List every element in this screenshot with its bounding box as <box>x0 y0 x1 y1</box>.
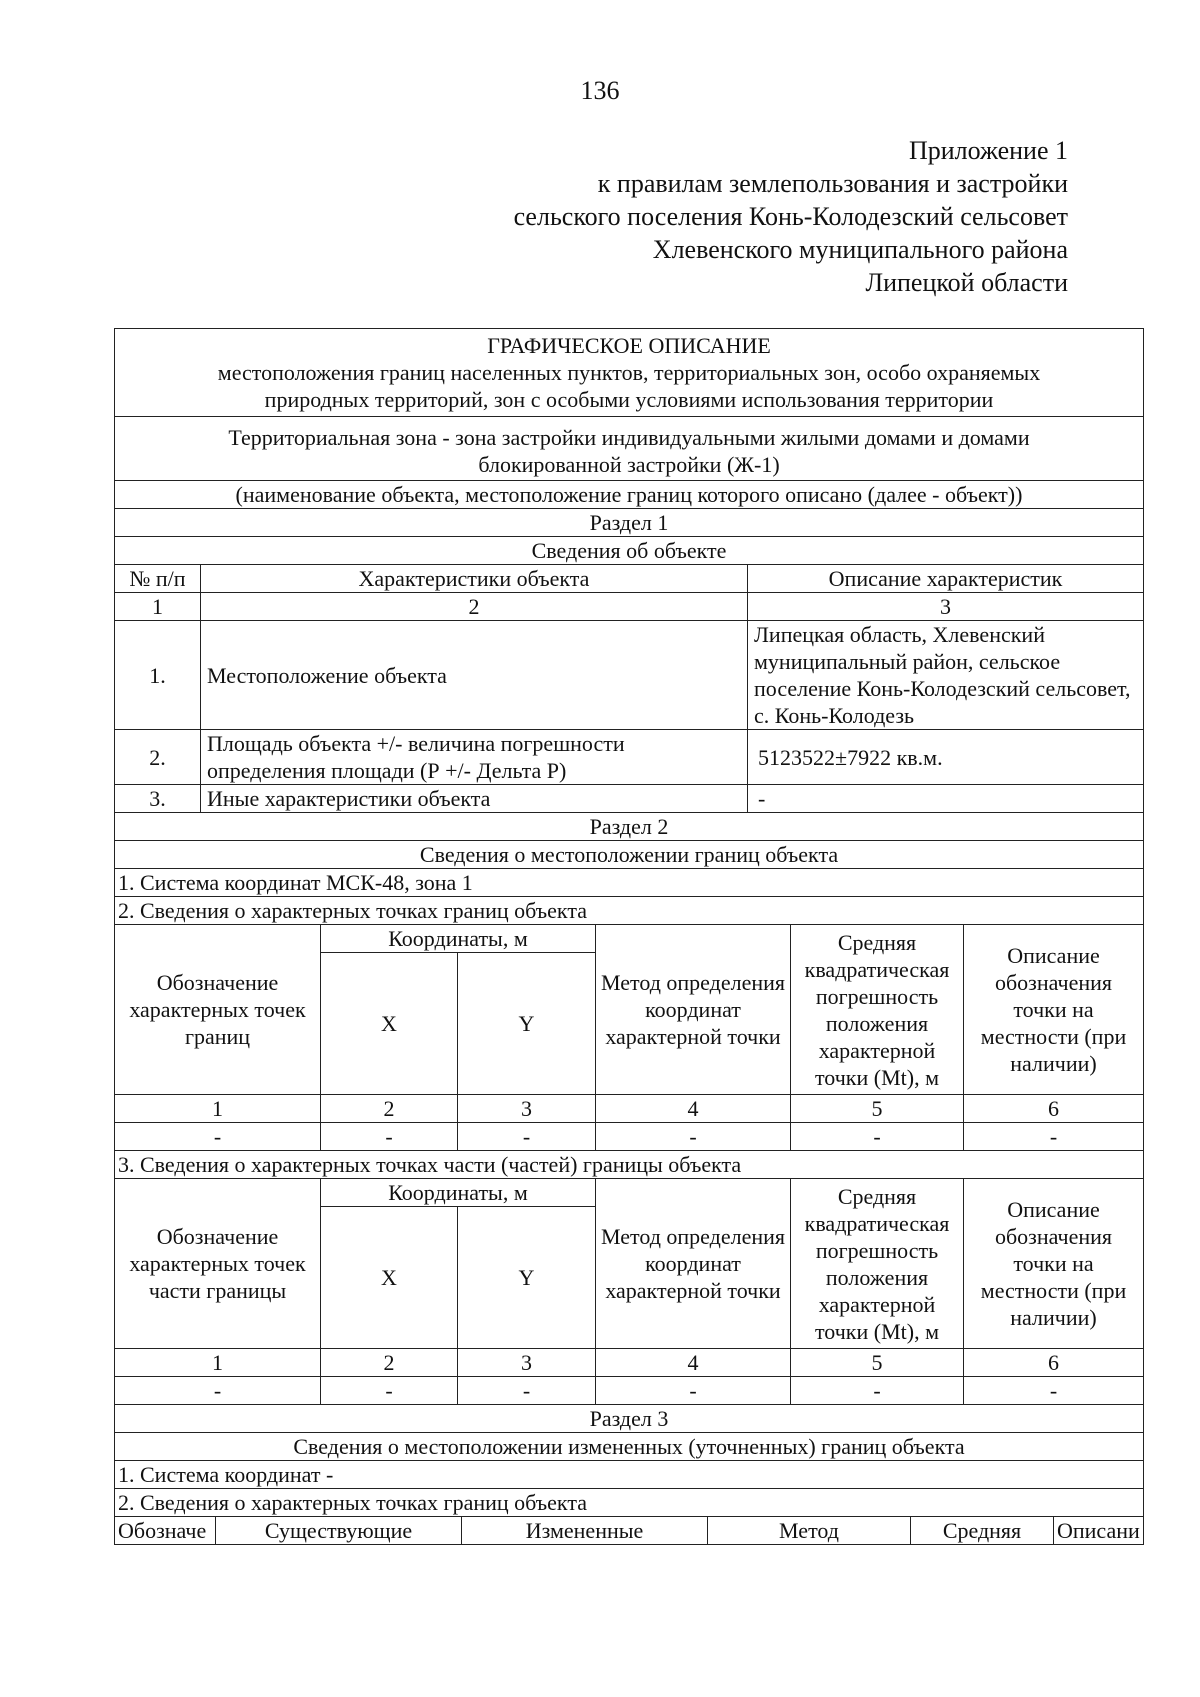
appendix-block <box>514 134 1068 299</box>
col-y-header: Y <box>458 953 596 1095</box>
col-index: 4 <box>596 1349 791 1377</box>
col-x-header: X <box>321 1207 458 1349</box>
col-index: 2 <box>201 593 748 621</box>
row-desc: Липецкая область, Хлевенский муниципальный район, сельское поселение Конь-Колодезский сельсовет, с. Конь-Колодезь <box>748 621 1144 730</box>
document-tables <box>114 328 1144 1545</box>
coord-system: 1. Система координат - <box>115 1461 1144 1489</box>
empty-cell: - <box>321 1123 458 1151</box>
col-num-header: № п/п <box>115 565 201 593</box>
col-descr-header: Описание обозначения точки на местности (при наличии) <box>964 1179 1144 1349</box>
col-index: 2 <box>321 1095 458 1123</box>
empty-cell: - <box>964 1123 1144 1151</box>
empty-cell: - <box>596 1123 791 1151</box>
empty-cell: - <box>964 1377 1144 1405</box>
col-char-header: Характеристики объекта <box>201 565 748 593</box>
col-index: 3 <box>458 1349 596 1377</box>
col-index: 3 <box>748 593 1144 621</box>
appendix-line: сельского поселения Конь-Колодезский сельсовет <box>513 202 1068 231</box>
row-num: 1. <box>115 621 201 730</box>
col-index: 1 <box>115 593 201 621</box>
col-index: 1 <box>115 1095 321 1123</box>
row-desc: 5123522±7922 кв.м. <box>748 730 1144 785</box>
col-method-header: Метод определения координат характерной точки <box>596 925 791 1095</box>
col-header: Метод <box>708 1517 911 1545</box>
empty-cell: - <box>321 1377 458 1405</box>
col-mt-header: Средняя квадратическая погрешность положения характерной точки (Mt), м <box>791 925 964 1095</box>
col-mt-header: Средняя квадратическая погрешность положения характерной точки (Mt), м <box>791 1179 964 1349</box>
appendix-line: Липецкой области <box>865 268 1068 297</box>
table-row <box>115 785 1144 813</box>
col-header: Существующие <box>216 1517 462 1545</box>
col-desc-header: Описание характеристик <box>748 565 1144 593</box>
section2-subtitle: Сведения о местоположении границ объекта <box>115 841 1144 869</box>
table-row <box>115 1377 1144 1405</box>
table-row <box>115 1123 1144 1151</box>
col-index: 5 <box>791 1349 964 1377</box>
coord-system: 1. Система координат МСК-48, зона 1 <box>115 869 1144 897</box>
empty-cell: - <box>115 1123 321 1151</box>
row-num: 3. <box>115 785 201 813</box>
col-index: 2 <box>321 1349 458 1377</box>
empty-cell: - <box>596 1377 791 1405</box>
section3-table <box>114 1404 1144 1517</box>
col-index: 6 <box>964 1095 1144 1123</box>
page-number: 136 <box>580 76 620 105</box>
zone-caption: (наименование объекта, местоположение границ которого описано (далее - объект)) <box>115 481 1144 509</box>
empty-cell: - <box>791 1123 964 1151</box>
section3-columns <box>114 1516 1144 1545</box>
doc-subtitle: местоположения границ населенных пунктов, территориальных зон, особо охраняемых природных территорий, зон с особыми условиями использования территории <box>115 359 1144 417</box>
empty-cell: - <box>115 1377 321 1405</box>
col-index: 4 <box>596 1095 791 1123</box>
col-descr-header: Описание обозначения точки на местности (при наличии) <box>964 925 1144 1095</box>
empty-cell: - <box>458 1123 596 1151</box>
col-header: Обозначе <box>115 1517 216 1545</box>
col-header: Измененные <box>462 1517 708 1545</box>
table-row <box>115 621 1144 730</box>
points-title: 2. Сведения о характерных точках границ объекта <box>115 1489 1144 1517</box>
empty-cell: - <box>458 1377 596 1405</box>
points-title: 2. Сведения о характерных точках границ объекта <box>115 897 1144 925</box>
col-header: Описани <box>1054 1517 1144 1545</box>
col-coords-header: Координаты, м <box>321 1179 596 1207</box>
appendix-line: к правилам землепользования и застройки <box>597 169 1068 198</box>
table-row <box>115 730 1144 785</box>
col-y-header: Y <box>458 1207 596 1349</box>
col-method-header: Метод определения координат характерной точки <box>596 1179 791 1349</box>
row-desc: - <box>748 785 1144 813</box>
col-coords-header: Координаты, м <box>321 925 596 953</box>
section1-table <box>114 328 1144 813</box>
col-x-header: X <box>321 953 458 1095</box>
section2-title: Раздел 2 <box>115 813 1144 841</box>
empty-cell: - <box>791 1377 964 1405</box>
row-char: Местоположение объекта <box>201 621 748 730</box>
col-point-header: Обозначение характерных точек границ <box>115 925 321 1095</box>
col-header: Средняя <box>911 1517 1054 1545</box>
section1-subtitle: Сведения об объекте <box>115 537 1144 565</box>
section3-subtitle: Сведения о местоположении измененных (уточненных) границ объекта <box>115 1433 1144 1461</box>
doc-title: ГРАФИЧЕСКОЕ ОПИСАНИЕ <box>115 329 1144 360</box>
appendix-line: Приложение 1 <box>908 136 1068 165</box>
section1-title: Раздел 1 <box>115 509 1144 537</box>
row-char: Площадь объекта +/- величина погрешности определения площади (Р +/- Дельта Р) <box>201 730 748 785</box>
col-index: 6 <box>964 1349 1144 1377</box>
col-index: 3 <box>458 1095 596 1123</box>
section3-title: Раздел 3 <box>115 1405 1144 1433</box>
row-char: Иные характеристики объекта <box>201 785 748 813</box>
section2-table <box>114 812 1144 1405</box>
col-point-part-header: Обозначение характерных точек части границы <box>115 1179 321 1349</box>
col-index: 5 <box>791 1095 964 1123</box>
col-index: 1 <box>115 1349 321 1377</box>
zone-name: Территориальная зона - зона застройки индивидуальными жилыми домами и домами блокированной застройки (Ж-1) <box>115 417 1144 481</box>
appendix-line: Хлевенского муниципального района <box>652 235 1068 264</box>
parts-title: 3. Сведения о характерных точках части (частей) границы объекта <box>115 1151 1144 1179</box>
row-num: 2. <box>115 730 201 785</box>
